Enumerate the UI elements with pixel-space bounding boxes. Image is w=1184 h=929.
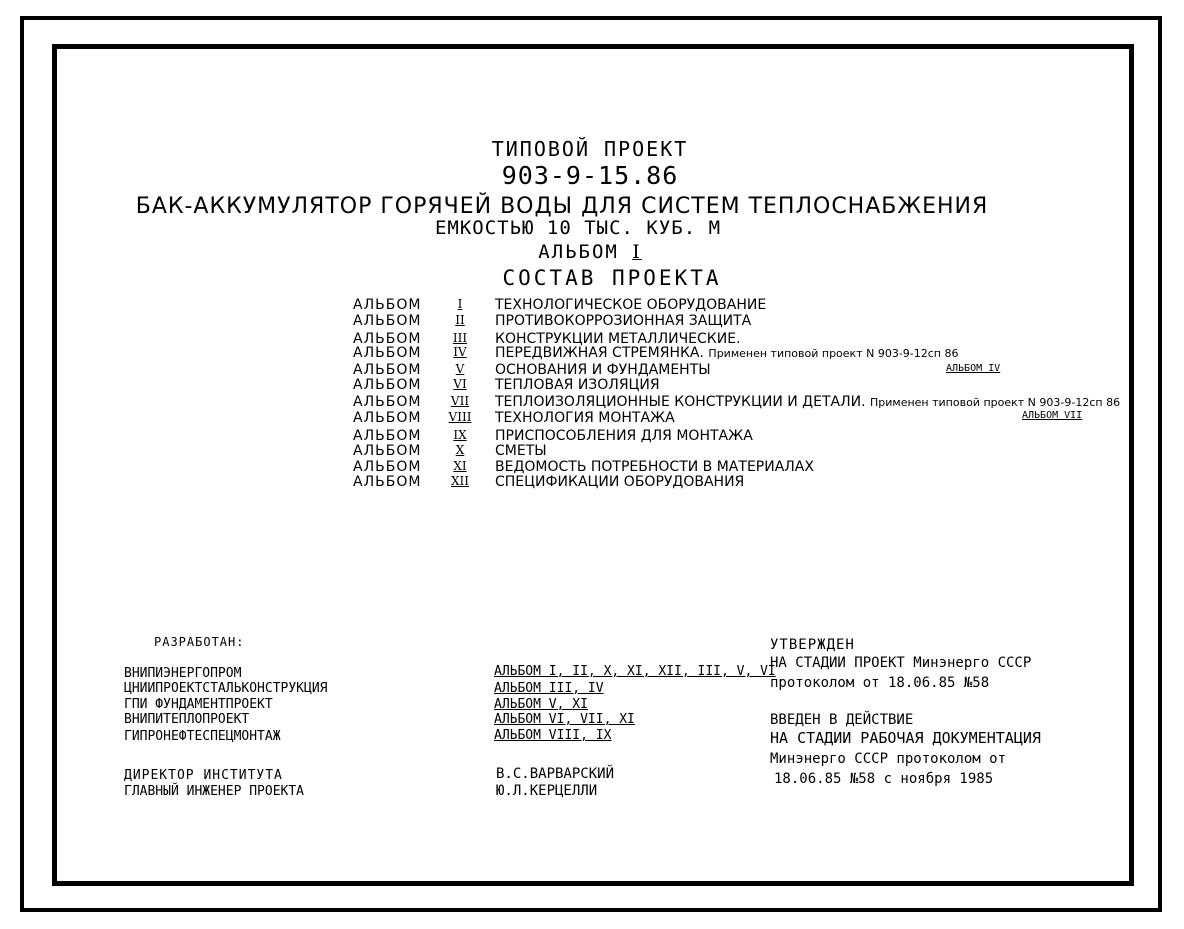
developer-name: ГИПРОНЕФТЕСПЕЦМОНТАЖ	[124, 729, 281, 744]
list-item-number: VII	[450, 394, 470, 408]
developer-name: ЦНИИПРОЕКТСТАЛЬКОНСТРУКЦИЯ	[124, 681, 328, 696]
list-item-desc-text: ПЕРЕДВИЖНАЯ СТРЕМЯНКА.	[495, 345, 704, 361]
list-item-desc: ПРОТИВОКОРРОЗИОННАЯ ЗАЩИТА	[495, 313, 752, 329]
list-item-number: XI	[453, 459, 467, 473]
list-item-desc: ТЕХНОЛОГИЯ МОНТАЖА	[495, 410, 675, 426]
list-item-desc: ВЕДОМОСТЬ ПОТРЕБНОСТИ В МАТЕРИАЛАХ	[495, 459, 814, 475]
list-item-desc: ТЕПЛОВАЯ ИЗОЛЯЦИЯ	[495, 377, 660, 393]
list-item-label: АЛЬБОМ	[353, 313, 422, 329]
director-role: ДИРЕКТОР ИНСТИТУТА	[124, 768, 283, 783]
director-name: В.С.ВАРВАРСКИЙ	[496, 766, 615, 782]
list-item-number: III	[452, 331, 468, 345]
developer-name: ГПИ ФУНДАМЕНТПРОЕКТ	[124, 697, 273, 712]
project-number: 903-9-15.86	[501, 161, 679, 190]
project-subtitle: ЕМКОСТЬЮ 10 ТЫС. КУБ. М	[434, 217, 722, 239]
list-item-label: АЛЬБОМ	[353, 428, 422, 444]
reference-album-iv: АЛЬБОМ IV	[946, 363, 1001, 374]
list-item-label: АЛЬБОМ	[353, 459, 422, 475]
developed-heading: РАЗРАБОТАН:	[154, 635, 245, 649]
list-item-label: АЛЬБОМ	[353, 474, 422, 490]
list-item-number: XII	[450, 474, 470, 488]
list-item-label: АЛЬБОМ	[353, 362, 422, 378]
engineer-role: ГЛАВНЫЙ ИНЖЕНЕР ПРОЕКТА	[124, 784, 305, 799]
enacted-stage: НА СТАДИИ РАБОЧАЯ ДОКУМЕНТАЦИЯ	[770, 729, 1041, 747]
list-item-desc: ОСНОВАНИЯ И ФУНДАМЕНТЫ	[495, 362, 711, 378]
project-type: ТИПОВОЙ ПРОЕКТ	[491, 137, 689, 161]
list-item-note: Применен типовой проект N 903-9-12сп 86	[870, 396, 1121, 409]
developer-albums: АЛЬБОМ VIII, IX	[494, 728, 612, 743]
list-item-desc: СМЕТЫ	[495, 443, 547, 459]
list-item-desc: ПРИСПОСОБЛЕНИЯ ДЛЯ МОНТАЖА	[495, 428, 753, 444]
enacted-heading: ВВЕДЕН В ДЕЙСТВИЕ	[770, 712, 914, 728]
list-item-label: АЛЬБОМ	[353, 410, 422, 426]
list-item-label: АЛЬБОМ	[353, 345, 422, 361]
list-item-number: VI	[453, 377, 467, 391]
list-item-number: X	[455, 443, 465, 457]
album-label: АЛЬБОМ	[538, 241, 619, 263]
project-title: БАК-АККУМУЛЯТОР ГОРЯЧЕЙ ВОДЫ ДЛЯ СИСТЕМ ТЕПЛОСНАБЖЕНИЯ	[135, 194, 989, 219]
developer-albums: АЛЬБОМ III, IV	[494, 681, 604, 696]
composition-heading: СОСТАВ ПРОЕКТА	[502, 266, 722, 290]
enacted-date: 18.06.85 №58 с ноября 1985	[774, 771, 994, 787]
enacted-ministry: Минэнерго СССР протоколом от	[770, 751, 1007, 767]
approved-protocol: протоколом от 18.06.85 №58	[770, 675, 990, 691]
list-item-desc-text: ТЕПЛОИЗОЛЯЦИОННЫЕ КОНСТРУКЦИИ И ДЕТАЛИ.	[495, 394, 866, 410]
list-item-label: АЛЬБОМ	[353, 297, 422, 313]
list-item-number: IX	[453, 428, 467, 442]
list-item-desc: КОНСТРУКЦИИ МЕТАЛЛИЧЕСКИЕ.	[495, 331, 741, 347]
list-item-label: АЛЬБОМ	[353, 331, 422, 347]
list-item-label: АЛЬБОМ	[353, 394, 422, 410]
album-number: I	[632, 241, 642, 263]
approved-heading: УТВЕРЖДЕН	[770, 637, 855, 653]
list-item-desc	[495, 394, 1120, 410]
developer-name: ВНИПИТЕПЛОПРОЕКТ	[124, 712, 250, 727]
list-item-desc: ТЕХНОЛОГИЧЕСКОЕ ОБОРУДОВАНИЕ	[495, 297, 767, 313]
list-item-number: I	[457, 297, 463, 311]
list-item-note: Применен типовой проект N 903-9-12сп 86	[708, 347, 959, 360]
list-item-number: II	[455, 313, 465, 327]
list-item-label: АЛЬБОМ	[353, 377, 422, 393]
list-item-desc	[495, 345, 958, 361]
developer-name: ВНИПИЭНЕРГОПРОМ	[124, 666, 242, 681]
list-item-number: V	[455, 362, 465, 376]
developer-albums: АЛЬБОМ I, II, X, XI, XII, III, V, VI	[494, 664, 776, 679]
list-item-label: АЛЬБОМ	[353, 443, 422, 459]
album-list	[353, 297, 1121, 497]
approved-stage: НА СТАДИИ ПРОЕКТ Минэнерго СССР	[770, 655, 1032, 671]
album-heading	[538, 243, 642, 262]
developer-albums: АЛЬБОМ VI, VII, XI	[494, 712, 635, 727]
list-item-number: IV	[453, 345, 467, 359]
engineer-name: Ю.Л.КЕРЦЕЛЛИ	[496, 783, 598, 799]
developers-list	[124, 664, 784, 747]
list-item-desc: СПЕЦИФИКАЦИИ ОБОРУДОВАНИЯ	[495, 474, 745, 490]
developer-albums: АЛЬБОМ V, XI	[494, 697, 588, 712]
reference-album-vii: АЛЬБОМ VII	[1022, 410, 1083, 421]
list-item-number: VIII	[448, 410, 472, 424]
